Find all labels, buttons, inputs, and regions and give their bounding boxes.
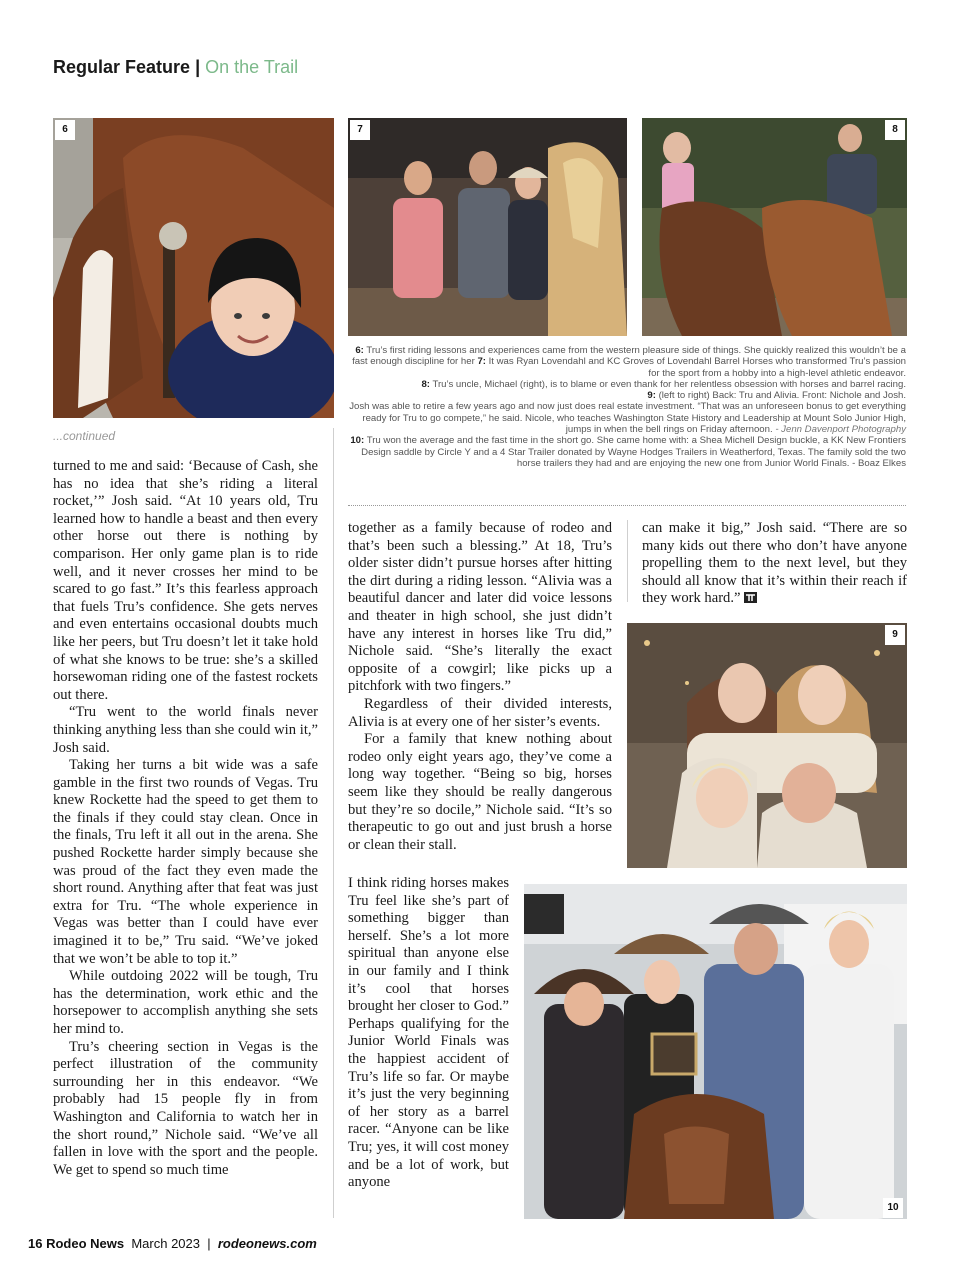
photo-credit-1: - Jenn Davenport Photography xyxy=(772,424,906,436)
caption-7-text: It was Ryan Lovendahl and KC Groves of Lovendahl Barrel Horses who transformed Tru’s passion for the sport from a hobby into a high-level athletic endeavor. xyxy=(485,356,906,379)
column-rule-2 xyxy=(627,520,628,602)
caption-divider xyxy=(348,505,906,506)
caption-9-continued xyxy=(348,401,906,435)
caption-10-number: 10: xyxy=(350,435,365,447)
paragraph: While outdoing 2022 will be tough, Tru has the determination, work ethic and the horsepower to accomplish anything she sets her mind to. xyxy=(53,968,318,1037)
continued-label: ...continued xyxy=(53,429,116,443)
issue-date: March 2023 xyxy=(131,1236,200,1251)
photo-10 xyxy=(524,884,907,1219)
header-separator: | xyxy=(195,57,201,77)
photo-number-6: 6 xyxy=(55,120,75,140)
publication-name: Rodeo News xyxy=(46,1236,125,1251)
subsection-label: On the Trail xyxy=(205,57,299,77)
column-rule-1 xyxy=(333,428,334,1218)
photo-number-7: 7 xyxy=(350,120,370,140)
photo-6 xyxy=(53,118,334,418)
body-column-2-narrow xyxy=(348,875,509,1192)
paragraph: “Tru went to the world finals never thinking anything less than she could win it,” Josh said. xyxy=(53,704,318,756)
section-label: Regular Feature xyxy=(53,57,191,77)
caption-6-7 xyxy=(348,345,906,379)
page-footer xyxy=(28,1236,317,1251)
page-number: 16 xyxy=(28,1236,43,1251)
photo-captions xyxy=(348,345,906,469)
paragraph: I think riding horses makes Tru feel like she’s part of something bigger than herself. She’s a lot more spiritual than anyone else in our family and I think it’s cool that horses brought her closer to God.” Perhaps qualifying for the Junior World Finals was the happiest accident of Tru’s life so far. Or maybe it’s just the very beginning of her story as a barrel racer. “Anyone can be like Tru; yes, it will cost money and be a lot of work, but anyone xyxy=(348,875,509,1191)
paragraph: Tru’s cheering section in Vegas is the perfect illustration of the community surrounding her in this endeavor. “We probably had 15 people fly in from Washington and California to watch her in the short round,” Nichole said. “We’ve all fallen in love with the sport and the people. We get to spend so much time xyxy=(53,1038,318,1178)
photo-credit-2: - Boaz Elkes xyxy=(849,457,906,469)
body-column-1 xyxy=(53,458,318,1179)
caption-6-text: Tru’s first riding lessons and experiences came from the western pleasure side of things. She quickly realized this wouldn’t be a fast enough discipline for her xyxy=(352,345,906,368)
paragraph: Regardless of their divided interests, Alivia is at every one of her sister’s events. xyxy=(348,695,612,730)
photo-number-10: 10 xyxy=(883,1198,903,1218)
paragraph: turned to me and said: ‘Because of Cash, she has no idea that she’s riding a literal rocket,’” Josh said. “At 10 years old, Tru learned how to handle a beast and then every other horse out there is nothing by comparison. Her only game plan is to ride well, and it never crosses her mind to be scared to go fast.” It’s this fearless approach that fuels Tru’s confidence. She gets nerves and even entertains occasional doubts much like her peers, but Tru doesn’t let it take hold of what she knows to be true: she’s a skilled horsewoman riding one of the fastest rockets out there. xyxy=(53,458,318,703)
caption-7-number: 7: xyxy=(477,356,486,368)
section-header xyxy=(53,57,298,78)
body-column-2 xyxy=(348,520,612,854)
caption-9-text-2: Josh was able to retire a few years ago and now just does real estate investment. “That was an unforeseen bonus to get everything ready for Tru to go compete,” he said. Nicole, who teaches Washington State History and Leadership at Mount Solo Junior High, jumps in when the bell rings on Friday afternoon. xyxy=(349,401,906,436)
caption-9-text: (left to right) Back: Tru and Alivia. Front: Nichole and Josh. xyxy=(655,390,906,402)
photo-number-8: 8 xyxy=(885,120,905,140)
paragraph: Taking her turns a bit wide was a safe gamble in the first two rounds of Vegas. Tru knew Rockette had the speed to get them to the finals if they could stay clean. Once in the finals, Tru left it all out in the arena. She pushed Rockette harder simply because she was proud of the fact they even made the short round. Anything after that feat was just extra for Tru. “The whole experience in Vegas was better than I could have ever imagined it to be,” Tru said. “We’ve joked that we won’t be able to top it.” xyxy=(53,757,318,967)
website-link[interactable]: rodeonews.com xyxy=(217,1236,317,1251)
paragraph xyxy=(642,520,907,608)
caption-10 xyxy=(348,435,906,469)
caption-8-text: Tru’s uncle, Michael (right), is to blame or even thank for her relentless obsession with horses and barrel racing. xyxy=(429,378,906,390)
photo-7 xyxy=(348,118,627,336)
photo-number-9: 9 xyxy=(885,625,905,645)
closing-paragraph: can make it big,” Josh said. “There are so many kids out there who don’t have anyone propelling them to the next level, but they should all know that it’s within their reach if they work hard.” xyxy=(642,520,907,607)
paragraph: together as a family because of rodeo and that’s been such a blessing.” At 18, Tru’s older sister didn’t pursue horses after hitting the dirt during a riding lesson. “Alivia was a beautiful dancer and later did voice lessons and theater in high school, she just didn’t have any interest in horses like Tru did,” Nichole said. “She’s literally the exact opposite of a cowgirl; like picks up a pitchfork with two fingers.” xyxy=(348,520,612,695)
paragraph: For a family that knew nothing about rodeo only eight years ago, they’ve come a long way together. “Being so big, horses seem like they should be really dangerous but they’re so docile,” Nichole said. “It’s so therapeutic to go out and just brush a horse or clean their stall. xyxy=(348,731,612,853)
body-column-3 xyxy=(642,520,907,608)
footer-separator: | xyxy=(207,1236,211,1251)
caption-9 xyxy=(348,390,906,401)
caption-8 xyxy=(348,379,906,390)
caption-10-text: Tru won the average and the fast time in the short go. She came home with: a Shea Michell Design buckle, a KK New Frontiers Design saddle by Circle Y and a 4 Star Trailer donated by Wayne Hodges Trailers in Weatherford, Texas. The family sold the two horse trailers they had and are enjoying the new one from Junior World Finals. xyxy=(361,435,906,469)
photo-8 xyxy=(642,118,907,336)
caption-6-number: 6: xyxy=(355,345,364,356)
caption-9-number: 9: xyxy=(647,390,656,402)
photo-9 xyxy=(627,623,907,868)
caption-8-number: 8: xyxy=(421,378,430,390)
end-mark-icon xyxy=(744,592,757,603)
